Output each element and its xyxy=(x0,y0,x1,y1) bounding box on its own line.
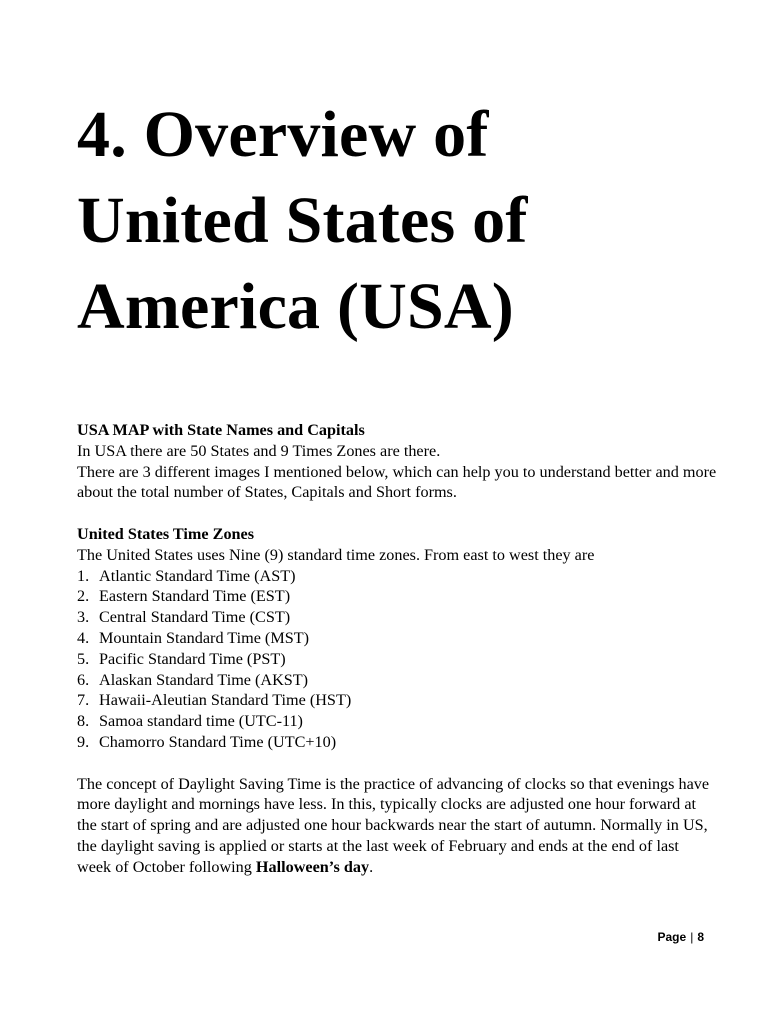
time-zones-heading: United States Time Zones xyxy=(77,524,255,543)
list-item-text: Mountain Standard Time (MST) xyxy=(99,628,309,647)
list-item-text: Alaskan Standard Time (AKST) xyxy=(99,670,309,689)
list-item-text: Chamorro Standard Time (UTC+10) xyxy=(99,732,337,751)
list-item xyxy=(77,670,717,691)
page-label: Page xyxy=(657,930,687,944)
list-item-number: 1. xyxy=(77,566,90,585)
spacer xyxy=(77,753,717,774)
body-content xyxy=(77,420,717,878)
list-item-number: 5. xyxy=(77,649,90,668)
map-section-line-1: In USA there are 50 States and 9 Times Zones are there. xyxy=(77,441,441,460)
time-zones-intro: The United States uses Nine (9) standard time zones. From east to west they are xyxy=(77,545,595,564)
page-separator: | xyxy=(690,930,694,944)
list-item-number: 2. xyxy=(77,587,90,606)
page-number: 8 xyxy=(697,930,704,944)
list-item xyxy=(77,628,717,649)
list-item-text: Hawaii-Aleutian Standard Time (HST) xyxy=(99,691,352,710)
time-zones-list xyxy=(77,566,717,753)
list-item-number: 8. xyxy=(77,712,90,731)
list-item-number: 7. xyxy=(77,691,90,710)
list-item-number: 9. xyxy=(77,732,90,751)
list-item-text: Pacific Standard Time (PST) xyxy=(99,649,286,668)
list-item xyxy=(77,711,717,732)
list-item xyxy=(77,607,717,628)
list-item-text: Central Standard Time (CST) xyxy=(99,608,291,627)
chapter-title-line-3: America (USA) xyxy=(77,270,514,343)
map-section-line-2: There are 3 different images I mentioned below, which can help you to understand better and more about the total number of States, Capitals and Short forms. xyxy=(77,462,717,502)
page-number-footer xyxy=(658,929,705,945)
dst-paragraph-end: . xyxy=(369,857,374,876)
list-item-number: 3. xyxy=(77,608,90,627)
chapter-title-line-1: 4. Overview of xyxy=(77,98,489,171)
list-item xyxy=(77,732,717,753)
chapter-title xyxy=(77,92,717,350)
list-item-number: 6. xyxy=(77,670,90,689)
dst-paragraph-bold: Halloween’s day xyxy=(255,857,370,876)
list-item xyxy=(77,586,717,607)
list-item-text: Samoa standard time (UTC-11) xyxy=(99,712,303,731)
map-section-heading: USA MAP with State Names and Capitals xyxy=(77,421,365,439)
list-item xyxy=(77,566,717,587)
list-item xyxy=(77,690,717,711)
list-item-text: Eastern Standard Time (EST) xyxy=(99,587,291,606)
list-item xyxy=(77,649,717,670)
list-item-text: Atlantic Standard Time (AST) xyxy=(99,566,296,585)
chapter-title-line-2: United States of xyxy=(77,184,528,257)
list-item-number: 4. xyxy=(77,628,90,647)
dst-paragraph xyxy=(77,774,717,878)
spacer xyxy=(77,503,717,524)
dst-paragraph-text: The concept of Daylight Saving Time is the practice of advancing of clocks so that evenings have more daylight and mornings have less. In this, typically clocks are adjusted one hour forward at the start of spring and are adjusted one hour backwards near the start of autumn. Normally in US, the daylight saving is applied or starts at the last week of February and ends at the end of last week of October following xyxy=(77,774,710,876)
